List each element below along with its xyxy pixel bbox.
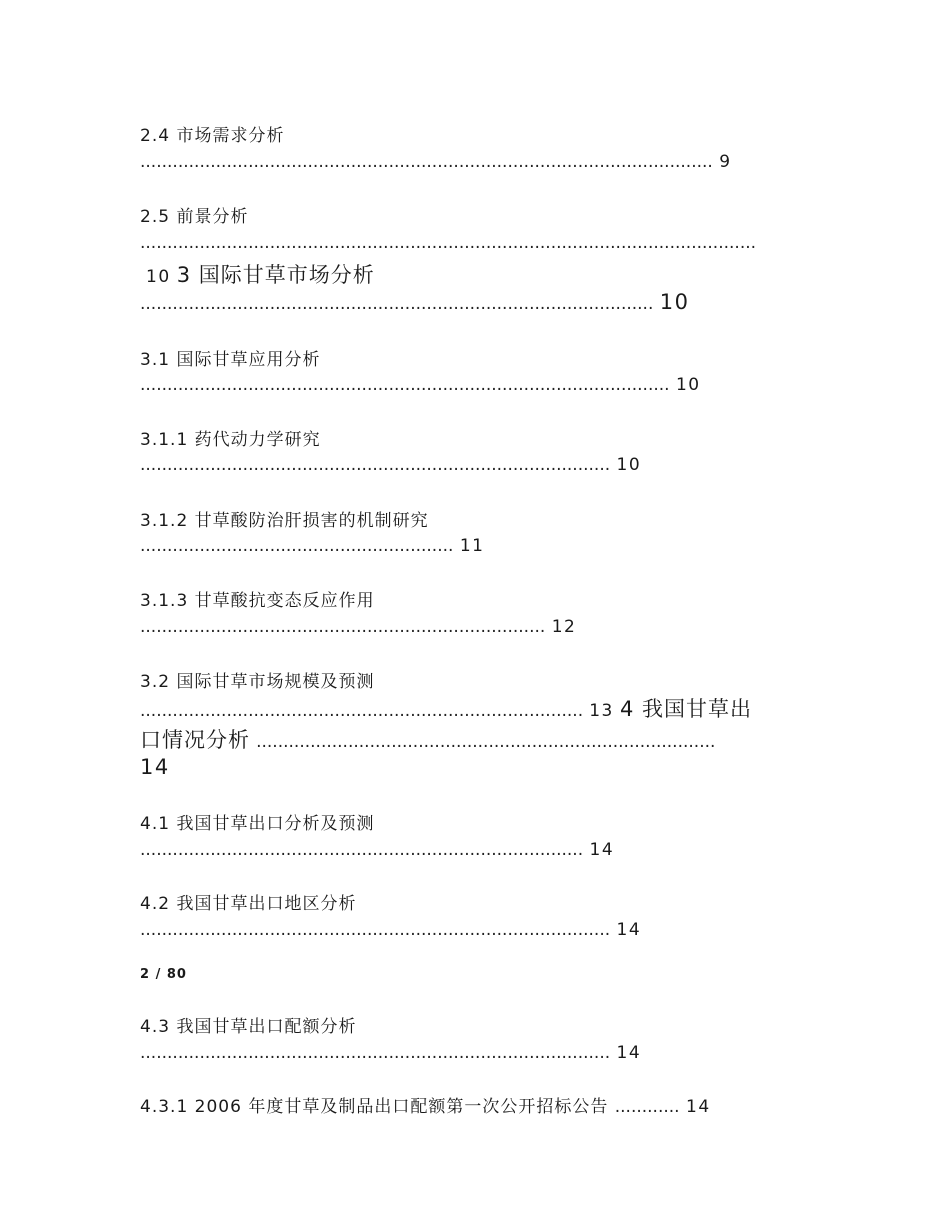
leader-dots: .................................................................................. [140,701,584,721]
toc-leader-line [140,617,576,637]
toc-title-chapter-4: 4 我国甘草出 [619,697,752,721]
toc-leader-line [140,724,715,754]
leader-dots: ....................................................................................... [140,1043,611,1063]
toc-leader-line [140,840,614,860]
toc-title: 4.3 我国甘草出口配额分析 [140,1017,357,1037]
toc-leader-line [140,1043,641,1063]
leader-dots: .................................................................................................................. [140,233,757,253]
toc-leader-line [140,693,752,723]
page-number: 14 [686,1097,711,1117]
page-number: 13 [589,701,614,721]
page-number: 12 [551,617,577,637]
toc-title: 3.1.3 甘草酸抗变态反应作用 [140,591,375,611]
toc-title: 4.3.1 2006 年度甘草及制品出口配额第一次公开招标公告 [140,1097,609,1117]
toc-title: 4.1 我国甘草出口分析及预测 [140,814,375,834]
leader-dots: .......................................................................................................... [140,152,713,172]
leader-dots: ..................................................................................... [256,732,716,752]
page-number: 9 [719,152,732,172]
toc-title: 3.1.1 药代动力学研究 [140,430,321,450]
leader-dots: .................................................................................. [140,840,584,860]
toc-title: 2.5 前景分析 [140,207,249,227]
toc-leader-line [140,259,375,289]
page-number: 14 [616,920,642,940]
page-number: 14 [140,755,170,779]
toc-title: 3.1 国际甘草应用分析 [140,350,321,370]
page-number: 10 [659,290,690,314]
toc-title: 3.2 国际甘草市场规模及预测 [140,672,375,692]
leader-dots: ........................................................................... [140,617,546,637]
page-number: 10 [675,375,701,395]
page-number: 14 [589,840,615,860]
toc-leader-line [140,1092,711,1117]
leader-dots: ....................................................................................... [140,920,611,940]
toc-title: 2.4 市场需求分析 [140,126,285,146]
leader-dots: ....................................................................................... [140,455,611,475]
page-number: 10 [146,267,171,287]
page-number: 11 [459,536,485,556]
leader-dots: .......................................................... [140,536,454,556]
toc-leader-line [140,455,641,475]
leader-dots: ............................................................................................... [140,294,654,314]
page-number: 14 [616,1043,642,1063]
toc-title-chapter-3: 3 国际甘草市场分析 [176,263,375,287]
leader-dots: .................................................................................................. [140,375,670,395]
toc-title-chapter-4-cont: 口情况分析 [140,728,250,752]
toc-leader-line [140,290,690,314]
page-number: 10 [616,455,642,475]
toc-leader-line [140,536,484,556]
leader-dots [140,233,756,253]
toc-title: 4.2 我国甘草出口地区分析 [140,894,357,914]
toc-leader-line [140,920,641,940]
toc-leader-line [140,152,732,172]
toc-leader-line [140,375,701,395]
leader-dots: ............ [614,1097,680,1117]
toc-title: 3.1.2 甘草酸防治肝损害的机制研究 [140,511,429,531]
page-indicator: 2 / 80 [140,967,187,982]
